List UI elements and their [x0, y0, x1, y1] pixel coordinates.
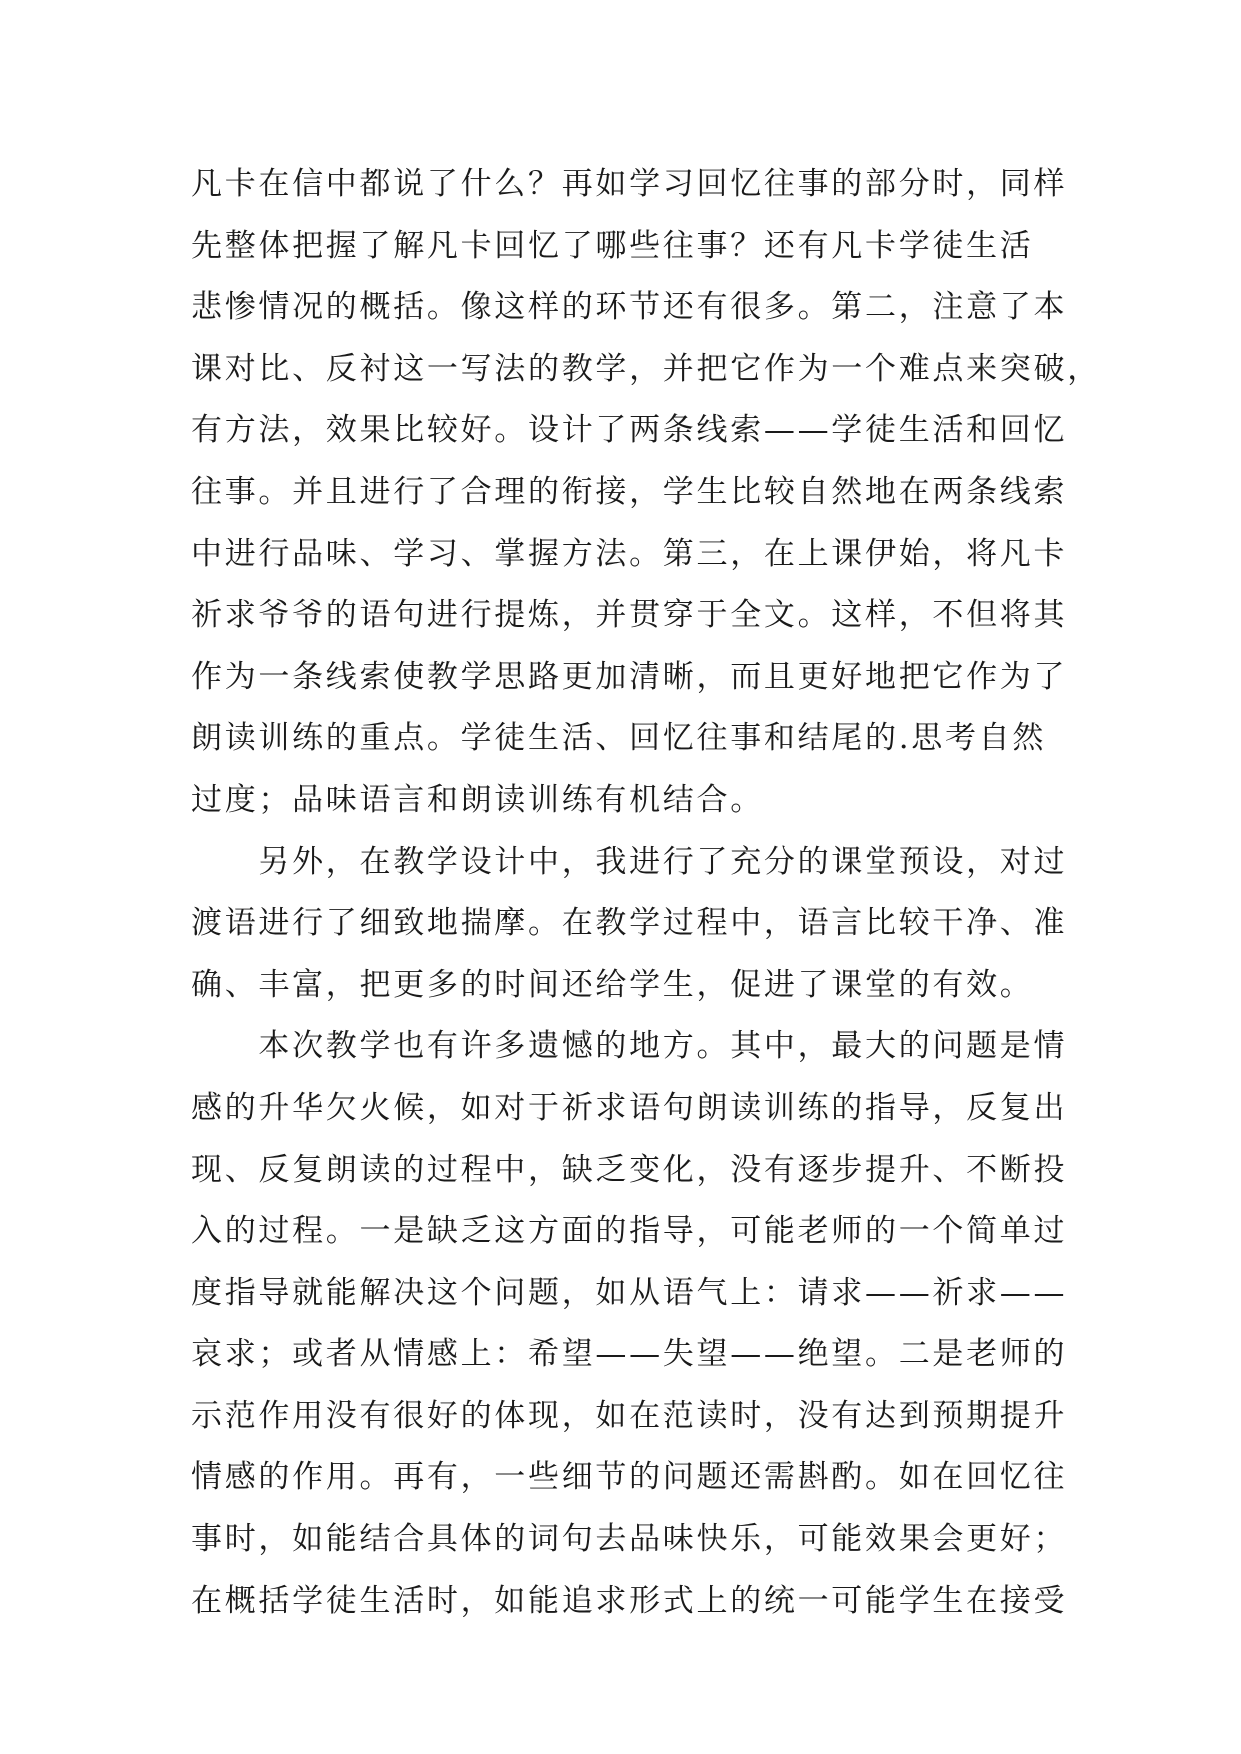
text-line: 先整体把握了解凡卡回忆了哪些往事？还有凡卡学徒生活: [191, 227, 1034, 264]
paragraph-start-line: 本次教学也有许多遗憾的地方。其中，最大的问题是情: [191, 1028, 1068, 1065]
text-line: 入的过程。一是缺乏这方面的指导，可能老师的一个简单过: [191, 1213, 1068, 1250]
text-line: 祈求爷爷的语句进行提炼，并贯穿于全文。这样，不但将其: [191, 597, 1068, 634]
text-line: 中进行品味、学习、掌握方法。第三，在上课伊始，将凡卡: [191, 535, 1068, 572]
text-line: 课对比、反衬这一写法的教学，并把它作为一个难点来突破，: [191, 350, 1101, 387]
text-line: 在概括学徒生活时，如能追求形式上的统一可能学生在接受: [191, 1582, 1068, 1619]
text-line: 过度；品味语言和朗读训练有机结合。: [191, 781, 764, 818]
text-line: 有方法，效果比较好。设计了两条线索——学徒生活和回忆: [191, 412, 1068, 449]
text-line: 凡卡在信中都说了什么？再如学习回忆往事的部分时，同样: [191, 166, 1068, 202]
text-line: 度指导就能解决这个问题，如从语气上：请求——祈求——: [191, 1274, 1068, 1311]
text-line: 悲惨情况的概括。像这样的环节还有很多。第二，注意了本: [191, 289, 1068, 326]
text-line: 示范作用没有很好的体现，如在范读时，没有达到预期提升: [191, 1397, 1068, 1434]
text-line: 往事。并且进行了合理的衔接，学生比较自然地在两条线索: [191, 473, 1068, 510]
text-line: 感的升华欠火候，如对于祈求语句朗读训练的指导，反复出: [191, 1089, 1068, 1126]
text-line: 渡语进行了细致地揣摩。在教学过程中，语言比较干净、准: [191, 905, 1068, 942]
text-line: 事时，如能结合具体的词句去品味快乐，可能效果会更好；: [191, 1521, 1068, 1558]
text-line: 情感的作用。再有，一些细节的问题还需斟酌。如在回忆往: [191, 1459, 1068, 1496]
text-line: 作为一条线索使教学思路更加清晰，而且更好地把它作为了: [191, 658, 1068, 695]
body-text: [191, 154, 1101, 1632]
text-line: 哀求；或者从情感上：希望——失望——绝望。二是老师的: [191, 1336, 1068, 1373]
text-line: 朗读训练的重点。学徒生活、回忆往事和结尾的.思考自然: [191, 720, 1047, 757]
paragraph-start-line: 另外，在教学设计中，我进行了充分的课堂预设，对过: [191, 843, 1068, 880]
text-line: 确、丰富，把更多的时间还给学生，促进了课堂的有效。: [191, 966, 1034, 1003]
text-line: 现、反复朗读的过程中，缺乏变化，没有逐步提升、不断投: [191, 1151, 1068, 1188]
